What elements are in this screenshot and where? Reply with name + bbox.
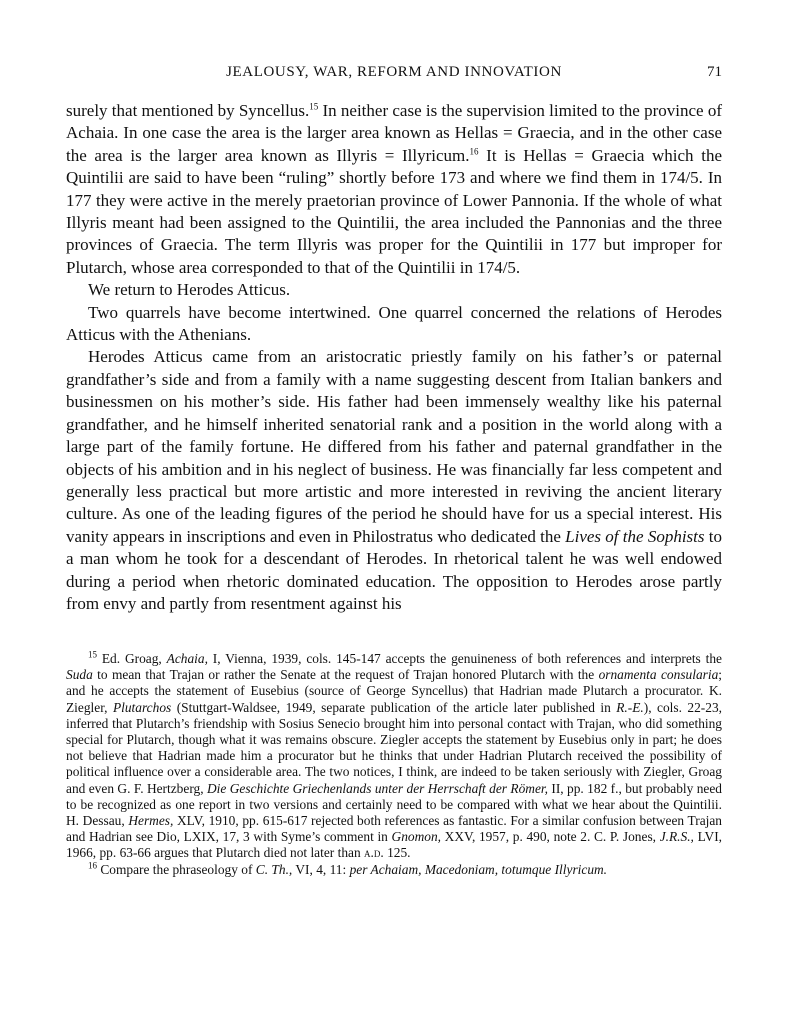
footnote-16: $^{16}$ Compare the phraseology of C. Th., VI, 4, 11: per Achaiam, Macedoniam, totumque Illyricum. [88,860,608,877]
footnote-15: $^{15}$ Ed. Groag, Achaia, I, Vienna, 1939, cols. 145-147 accepts the genuineness of both references and interprets the Suda to mean that Trajan or rather the Senate at the request of Trajan honored Plutarch with the ornamenta consularia; and he accepts the statement of Eusebius (source of George Syncellus) that Hadrian made Plutarch a procurator. K. Ziegler, Plutarchos (Stuttgart-Waldsee, 1949, separate publication of the article later published in R.-E.), cols. 22-23, inferred that Plutarch’s friendship with Sosius Senecio brought him into personal contact with Trajan, who did something special for Plutarch, though what it was remains obscure. Ziegler accepts the statement by Eusebius only in part; he does not believe that Hadrian made him a procurator but he thinks that under Hadrian Plutarch received the possibility of political influence over a considerable area. The two notices, I think, are indeed to be taken seriously with Ziegler, Groag and even G. F. Hertzberg, Die Geschichte Griechenlands unter der Herrschaft der Römer, II, pp. 182 f., but probably need to be recognized as one report in two versions and certainly need to be compared with what we hear about the Quintilii. H. Dessau, Hermes, XLV, 1910, pp. 615-617 rejected both references as fantastic. For a similar confusion between Trajan and Hadrian see Dio, LXIX, 17, 3 with Syme’s comment in Gnomon, XXV, 1957, p. 490, note 2. C. P. Jones, J.R.S., LVI, 1966, pp. 63-66 argues that Plutarch died not later than a.d. 125. [66,649,723,861]
paragraph: Herodes Atticus came from an aristocratic priestly family on his father’s or paternal grandfather’s side and from a family with a name suggesting descent from Italian bankers and businessmen on his mother’s side. His father had been immensely wealthy like his paternal grandfather, and he himself inherited senatorial rank and a position in the world along with a large part of the family fortune. He differed from his father and paternal grandfather in the objects of his ambition and in his neglect of business. He was financially far less competent and generally less practical but more artistic and more interested in reviving the ancient literary culture. As one of the leading figures of the period he should have for us a special interest. His vanity appears in inscriptions and even in Philostratus who dedicated the Lives of the Sophists to a man whom he took for a descendant of Herodes. In rhetorical talent he was well endowed during a period when rhetoric dominated education. The opposition to Herodes arose partly from envy and partly from resentment against his [66,347,722,613]
running-head [66,62,722,84]
footnote-ref[interactable]: 15 [309,101,319,112]
body-text [66,100,722,615]
running-title: JEALOUSY, WAR, REFORM AND INNOVATION [226,64,562,80]
paragraph: Two quarrels have become intertwined. One quarrel concerned the relations of Herodes Atticus with the Athenians. [66,302,722,345]
footnote-number: 16 [88,860,97,871]
page-number: 71 [707,64,722,80]
book-title: Lives of the Sophists [565,526,705,546]
footnotes [66,651,722,878]
footnote-number: 15 [88,649,97,660]
paragraph: We return to Herodes Atticus. [88,280,291,300]
footnote-ref[interactable]: 16 [469,146,479,157]
paragraph: surely that mentioned by Syncellus.$^{15}$ In neither case is the supervision limited to the province of Achaia. In one case the area is the larger area known as Hellas = Graecia, and in the other case the area is the larger area known as Illyris = Illyricum.$^{16}$ It is Hellas = Graecia which the Quintilii are said to have been “ruling” shortly before 173 and where we find them in 174/5. In 177 they were active in the merely praetorian province of Lower Pannonia. If the whole of what Illyris meant had been assigned to the Quintilii, the area included the Pannonias and the three provinces of Graecia. The term Illyris was proper for the Quintilii in 177 but improper for Plutarch, whose area corresponded to that of the Quintilii in 174/5. [66,101,722,277]
